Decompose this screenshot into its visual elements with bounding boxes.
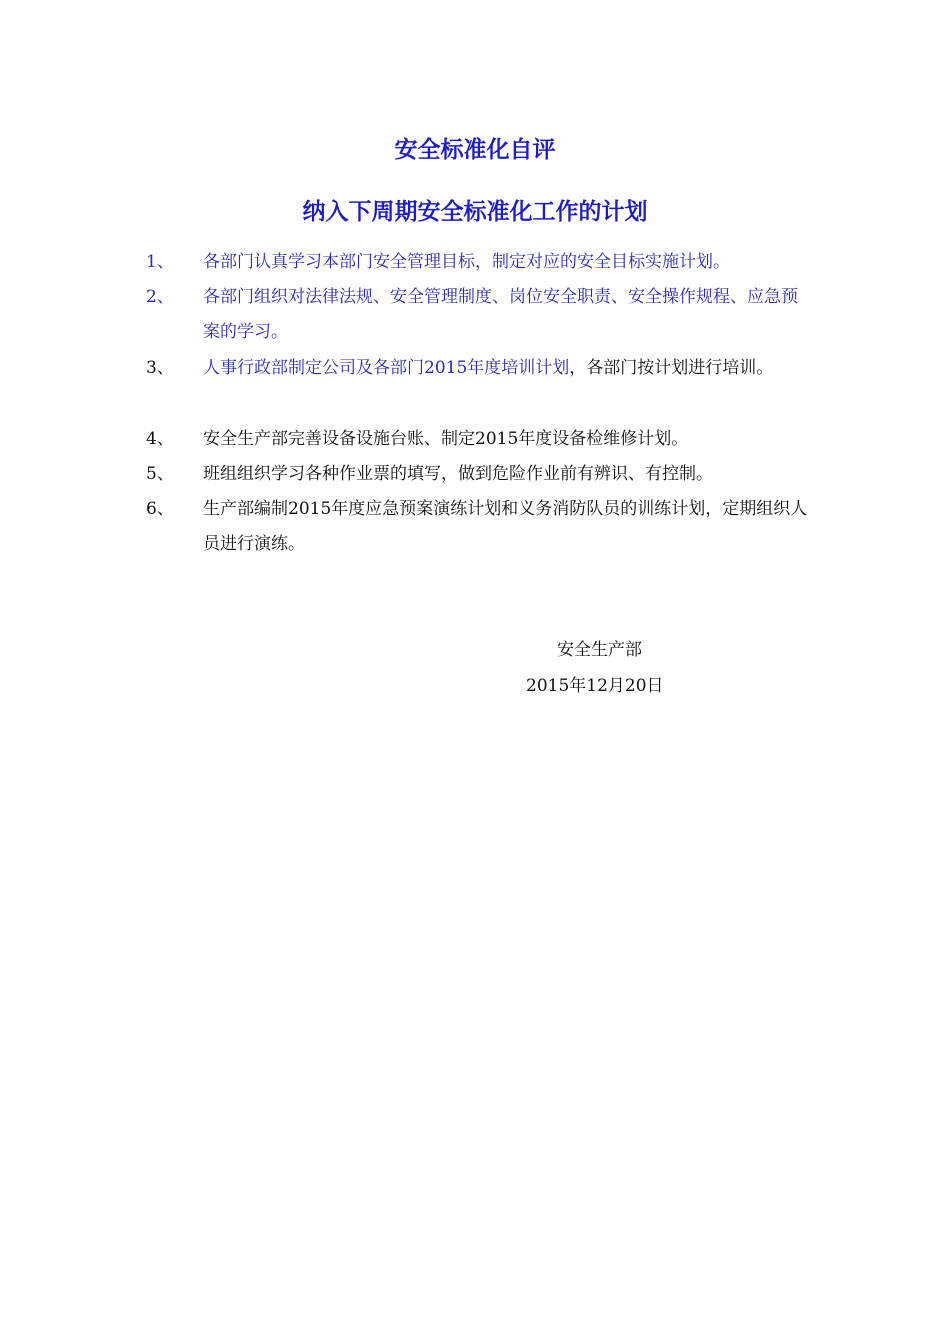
list-item-text: 各部门组织对法律法规、安全管理制度、岗位安全职责、安全操作规程、应急预案的学习。 — [203, 287, 798, 342]
document-title: 安全标准化自评 — [394, 137, 556, 163]
list-item-number: 5、 — [146, 464, 174, 484]
list-item-number: 4、 — [146, 429, 174, 449]
list-item-text-rest: ，各部门按计划进行培训。 — [569, 358, 774, 378]
list-item-text: 班组组织学习各种作业票的填写，做到危险作业前有辨识、有控制。 — [203, 464, 713, 484]
document-subtitle: 纳入下周期安全标准化工作的计划 — [302, 199, 648, 225]
list-item-text-highlight: 人事行政部制定公司及各部门2015年度培训计划 — [203, 358, 570, 378]
list-item-text: 各部门认真学习本部门安全管理目标，制定对应的安全目标实施计划。 — [203, 252, 730, 272]
list-item-number: 3、 — [146, 358, 174, 378]
list-item-text — [203, 351, 813, 386]
list-item-number: 2、 — [146, 287, 174, 307]
list-item-number: 1、 — [146, 252, 174, 272]
list-item-text: 生产部编制2015年度应急预案演练计划和义务消防队员的训练计划，定期组织人员进行演练。 — [203, 499, 808, 554]
signature-department: 安全生产部 — [557, 640, 642, 660]
list-item-number: 6、 — [146, 499, 174, 519]
list-item-text: 安全生产部完善设备设施台账、制定2015年度设备检维修计划。 — [203, 429, 689, 449]
signature-date: 2015年12月20日 — [526, 676, 664, 696]
